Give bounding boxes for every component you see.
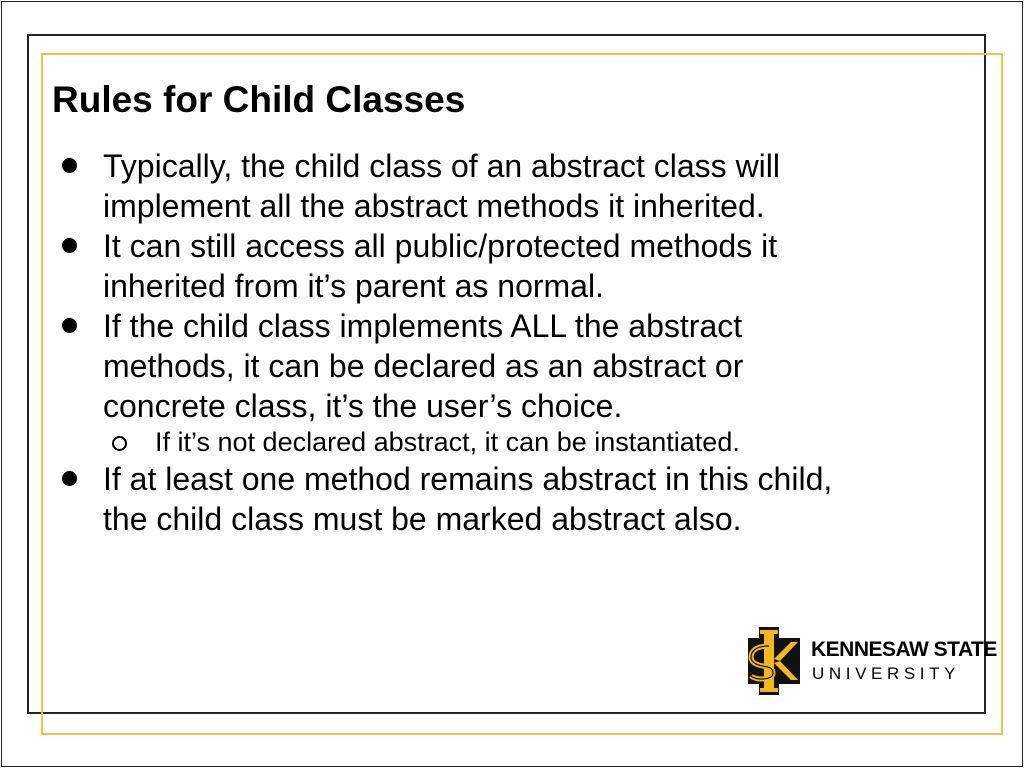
bullet-dot-icon bbox=[62, 471, 77, 486]
bullet-item bbox=[60, 226, 960, 306]
sub-bullet-item bbox=[60, 426, 960, 459]
bullet-circle-icon bbox=[112, 436, 127, 451]
ksu-logo bbox=[747, 626, 997, 696]
logo-text-line2: UNIVERSITY bbox=[812, 664, 961, 683]
bullet-dot-icon bbox=[62, 318, 77, 333]
bullet-text-line: methods, it can be declared as an abstract or bbox=[103, 348, 744, 384]
bullet-item bbox=[60, 459, 960, 539]
bullet-text-line: inherited from it’s parent as normal. bbox=[103, 268, 604, 304]
bullet-dot-icon bbox=[62, 158, 77, 173]
bullet-text-line: Typically, the child class of an abstract class will bbox=[103, 148, 780, 184]
ksu-ks-monogram-icon bbox=[747, 626, 801, 696]
bullet-text-line: implement all the abstract methods it inherited. bbox=[103, 188, 765, 224]
bullet-text-line: It can still access all public/protected methods it bbox=[103, 228, 778, 264]
sub-bullet-text: If it’s not declared abstract, it can be instantiated. bbox=[155, 427, 740, 457]
bullet-text-line: concrete class, it’s the user’s choice. bbox=[103, 388, 623, 424]
bullet-dot-icon bbox=[62, 238, 77, 253]
bullet-item bbox=[60, 146, 960, 226]
logo-text-line1: KENNESAW STATE bbox=[811, 638, 997, 661]
bullet-text-line: If at least one method remains abstract in this child, bbox=[103, 461, 833, 497]
bullet-list bbox=[60, 146, 960, 539]
slide-title: Rules for Child Classes bbox=[52, 79, 466, 120]
bullet-item bbox=[60, 306, 960, 426]
bullet-text-line: If the child class implements ALL the abstract bbox=[103, 308, 743, 344]
bullet-text-line: the child class must be marked abstract also. bbox=[103, 501, 742, 537]
